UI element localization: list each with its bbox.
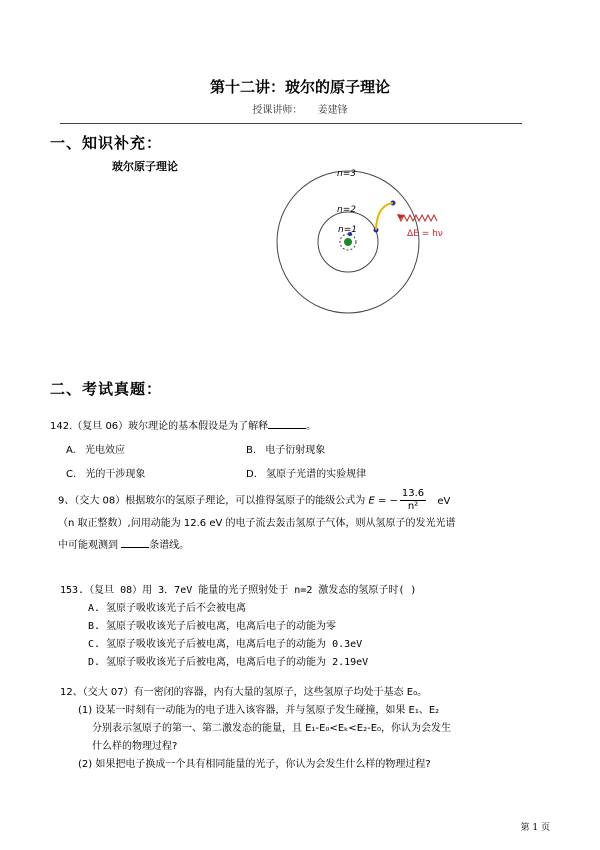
lecturer-line	[0, 101, 600, 116]
q9-formula-numerator: 13.6	[401, 488, 425, 499]
q9-formula-unit: eV	[437, 495, 451, 507]
page-number: 第 1 页	[520, 823, 550, 833]
transition-path	[376, 203, 393, 230]
q12-part1-line1: (1) 设某一时刻有一动能为的电子进入该容器，并与氢原子发生碰撞，如果 E₁、E₂	[78, 705, 440, 716]
orbit-label-n3: n=3	[337, 169, 356, 179]
q12-part1-line2: 分别表示氢原子的第一、第二激发态的能量，且 E₁-E₀<Eₖ<E₂-E₀，你认为会发生	[92, 723, 452, 734]
q153-option-d: D. 氢原子吸收该光子后被电离，电离后电子的动能为 2.19eV	[88, 657, 369, 668]
q9-line1: 9、（交大 08）根据玻尔的氢原子理论，可以推得氢原子的能级公式为 E = − $\frac{13.6}{\text{n²}}$ eV	[58, 488, 451, 512]
q9-line2: （n 取正整数）,问用动能为 12.6 eV 的电子流去轰击氢原子气体，则从氢原子的发光光谱	[58, 518, 456, 529]
q9-line3: 中可能观测到 条谱线。	[58, 535, 528, 557]
question-12	[60, 684, 530, 774]
q153-option-a: A. 氢原子吸收该光子后不会被电离	[88, 603, 247, 614]
q153-stem: 153.（复旦 08）用 3．7eV 能量的光子照射处于 n=2 激发态的氢原子时( )	[60, 585, 417, 596]
q142-option-b: B. 电子衍射现象	[246, 445, 326, 456]
q9-blank	[121, 537, 149, 548]
header-divider	[60, 123, 522, 124]
q142-prefix: 142.（复旦 06）玻尔理论的基本假设是为了解释	[50, 421, 269, 432]
q142-suffix: 。	[306, 421, 317, 432]
lecturer-label: 授课讲师：	[252, 105, 303, 116]
photon-wave	[398, 215, 437, 221]
q9-formula-fraction	[400, 488, 426, 513]
q142-option-c: C. 光的干涉现象	[66, 469, 146, 480]
q12-part2: (2) 如果把电子换成一个具有相同能量的光子，你认为会发生什么样的物理过程?	[78, 759, 431, 770]
question-153	[60, 582, 520, 672]
q9-formula-lhs: E = −	[368, 495, 398, 507]
nucleus	[344, 238, 352, 246]
orbit-label-n2: n=2	[337, 205, 356, 215]
question-9	[58, 488, 528, 557]
q142-options-row1	[66, 442, 530, 460]
q12-stem: 12、（交大 07）有一密闭的容器，内有大量的氢原子，这些氢原子均处于基态 E₀。	[60, 687, 428, 698]
q9-formula-denominator: n²	[407, 501, 419, 512]
section2-heading: 二、考试真题：	[50, 380, 163, 398]
lecturer-name: 姜建锋	[317, 105, 348, 116]
page-title: 第十二讲：玻尔的原子理论	[209, 78, 390, 96]
q142-stem	[50, 418, 530, 436]
emission-label: ΔE = hν	[407, 229, 443, 239]
question-142	[50, 418, 530, 484]
q153-option-c: C. 氢原子吸收该光子后被电离，电离后电子的动能为 0.3eV	[88, 639, 363, 650]
q142-option-a: A. 光电效应	[66, 445, 126, 456]
q12-part1-line3: 什么样的物理过程?	[92, 741, 178, 752]
bohr-atom-diagram	[275, 160, 465, 335]
orbit-label-n1: n=1	[338, 225, 357, 235]
q142-options-row2	[66, 466, 530, 484]
q142-blank	[268, 418, 306, 429]
q142-option-d: D. 氢原子光谱的实验规律	[246, 469, 367, 480]
q153-option-b: B. 氢原子吸收该光子后被电离，电离后电子的动能为零	[88, 621, 337, 632]
section1-heading: 一、知识补充：	[50, 134, 163, 152]
section1-subheading: 玻尔原子理论	[112, 160, 178, 173]
